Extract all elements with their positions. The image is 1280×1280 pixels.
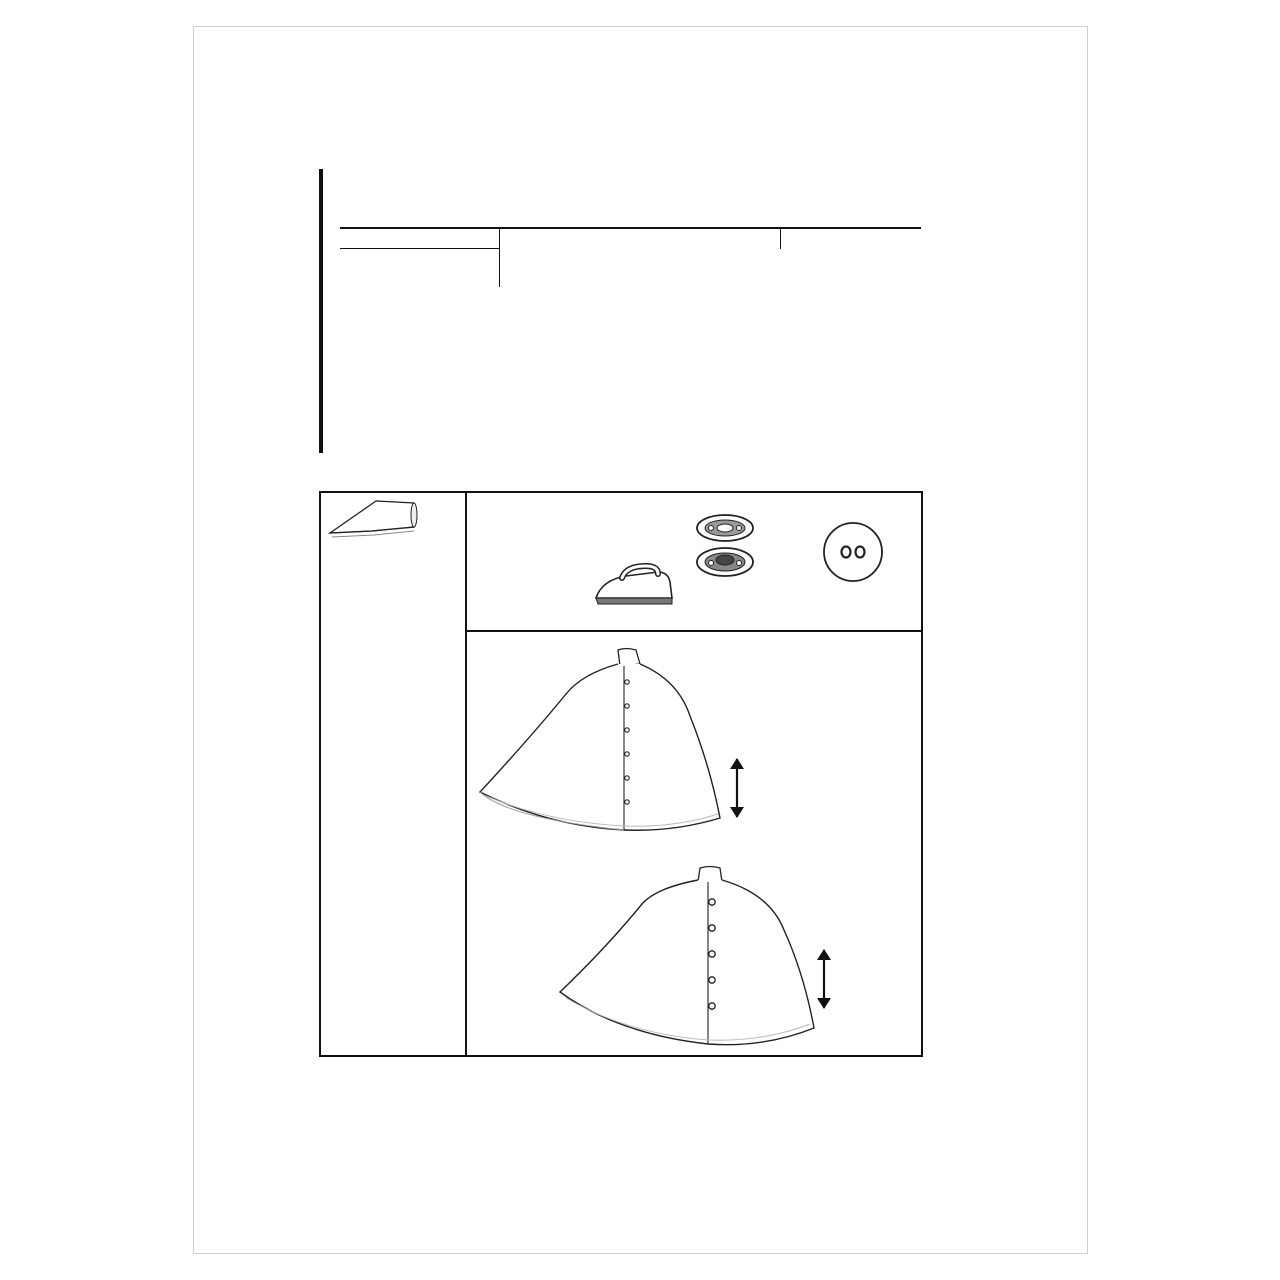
fabric-width-114 — [500, 228, 781, 249]
width-header-row — [340, 228, 921, 249]
title-side-bar — [319, 169, 323, 453]
eur-label — [467, 249, 500, 269]
cape-view-b-drawing — [558, 864, 818, 1054]
eur-size-row — [340, 249, 921, 269]
cape-view-a-drawing — [478, 646, 728, 836]
yardage-table — [340, 227, 921, 287]
length-arrow-b-icon — [816, 948, 832, 1010]
sizes-label — [340, 249, 467, 269]
box-divider-vertical — [465, 491, 467, 1057]
us-label — [467, 268, 500, 287]
fabric-width-140 — [781, 228, 922, 249]
us-size-row — [340, 268, 921, 287]
length-arrow-a-icon — [729, 757, 745, 819]
iron-icon — [592, 564, 674, 608]
box-divider-horizontal — [465, 630, 921, 632]
fabric-roll-icon — [328, 497, 418, 541]
button-icon — [822, 521, 884, 583]
snap-fastener-icon — [695, 513, 757, 579]
